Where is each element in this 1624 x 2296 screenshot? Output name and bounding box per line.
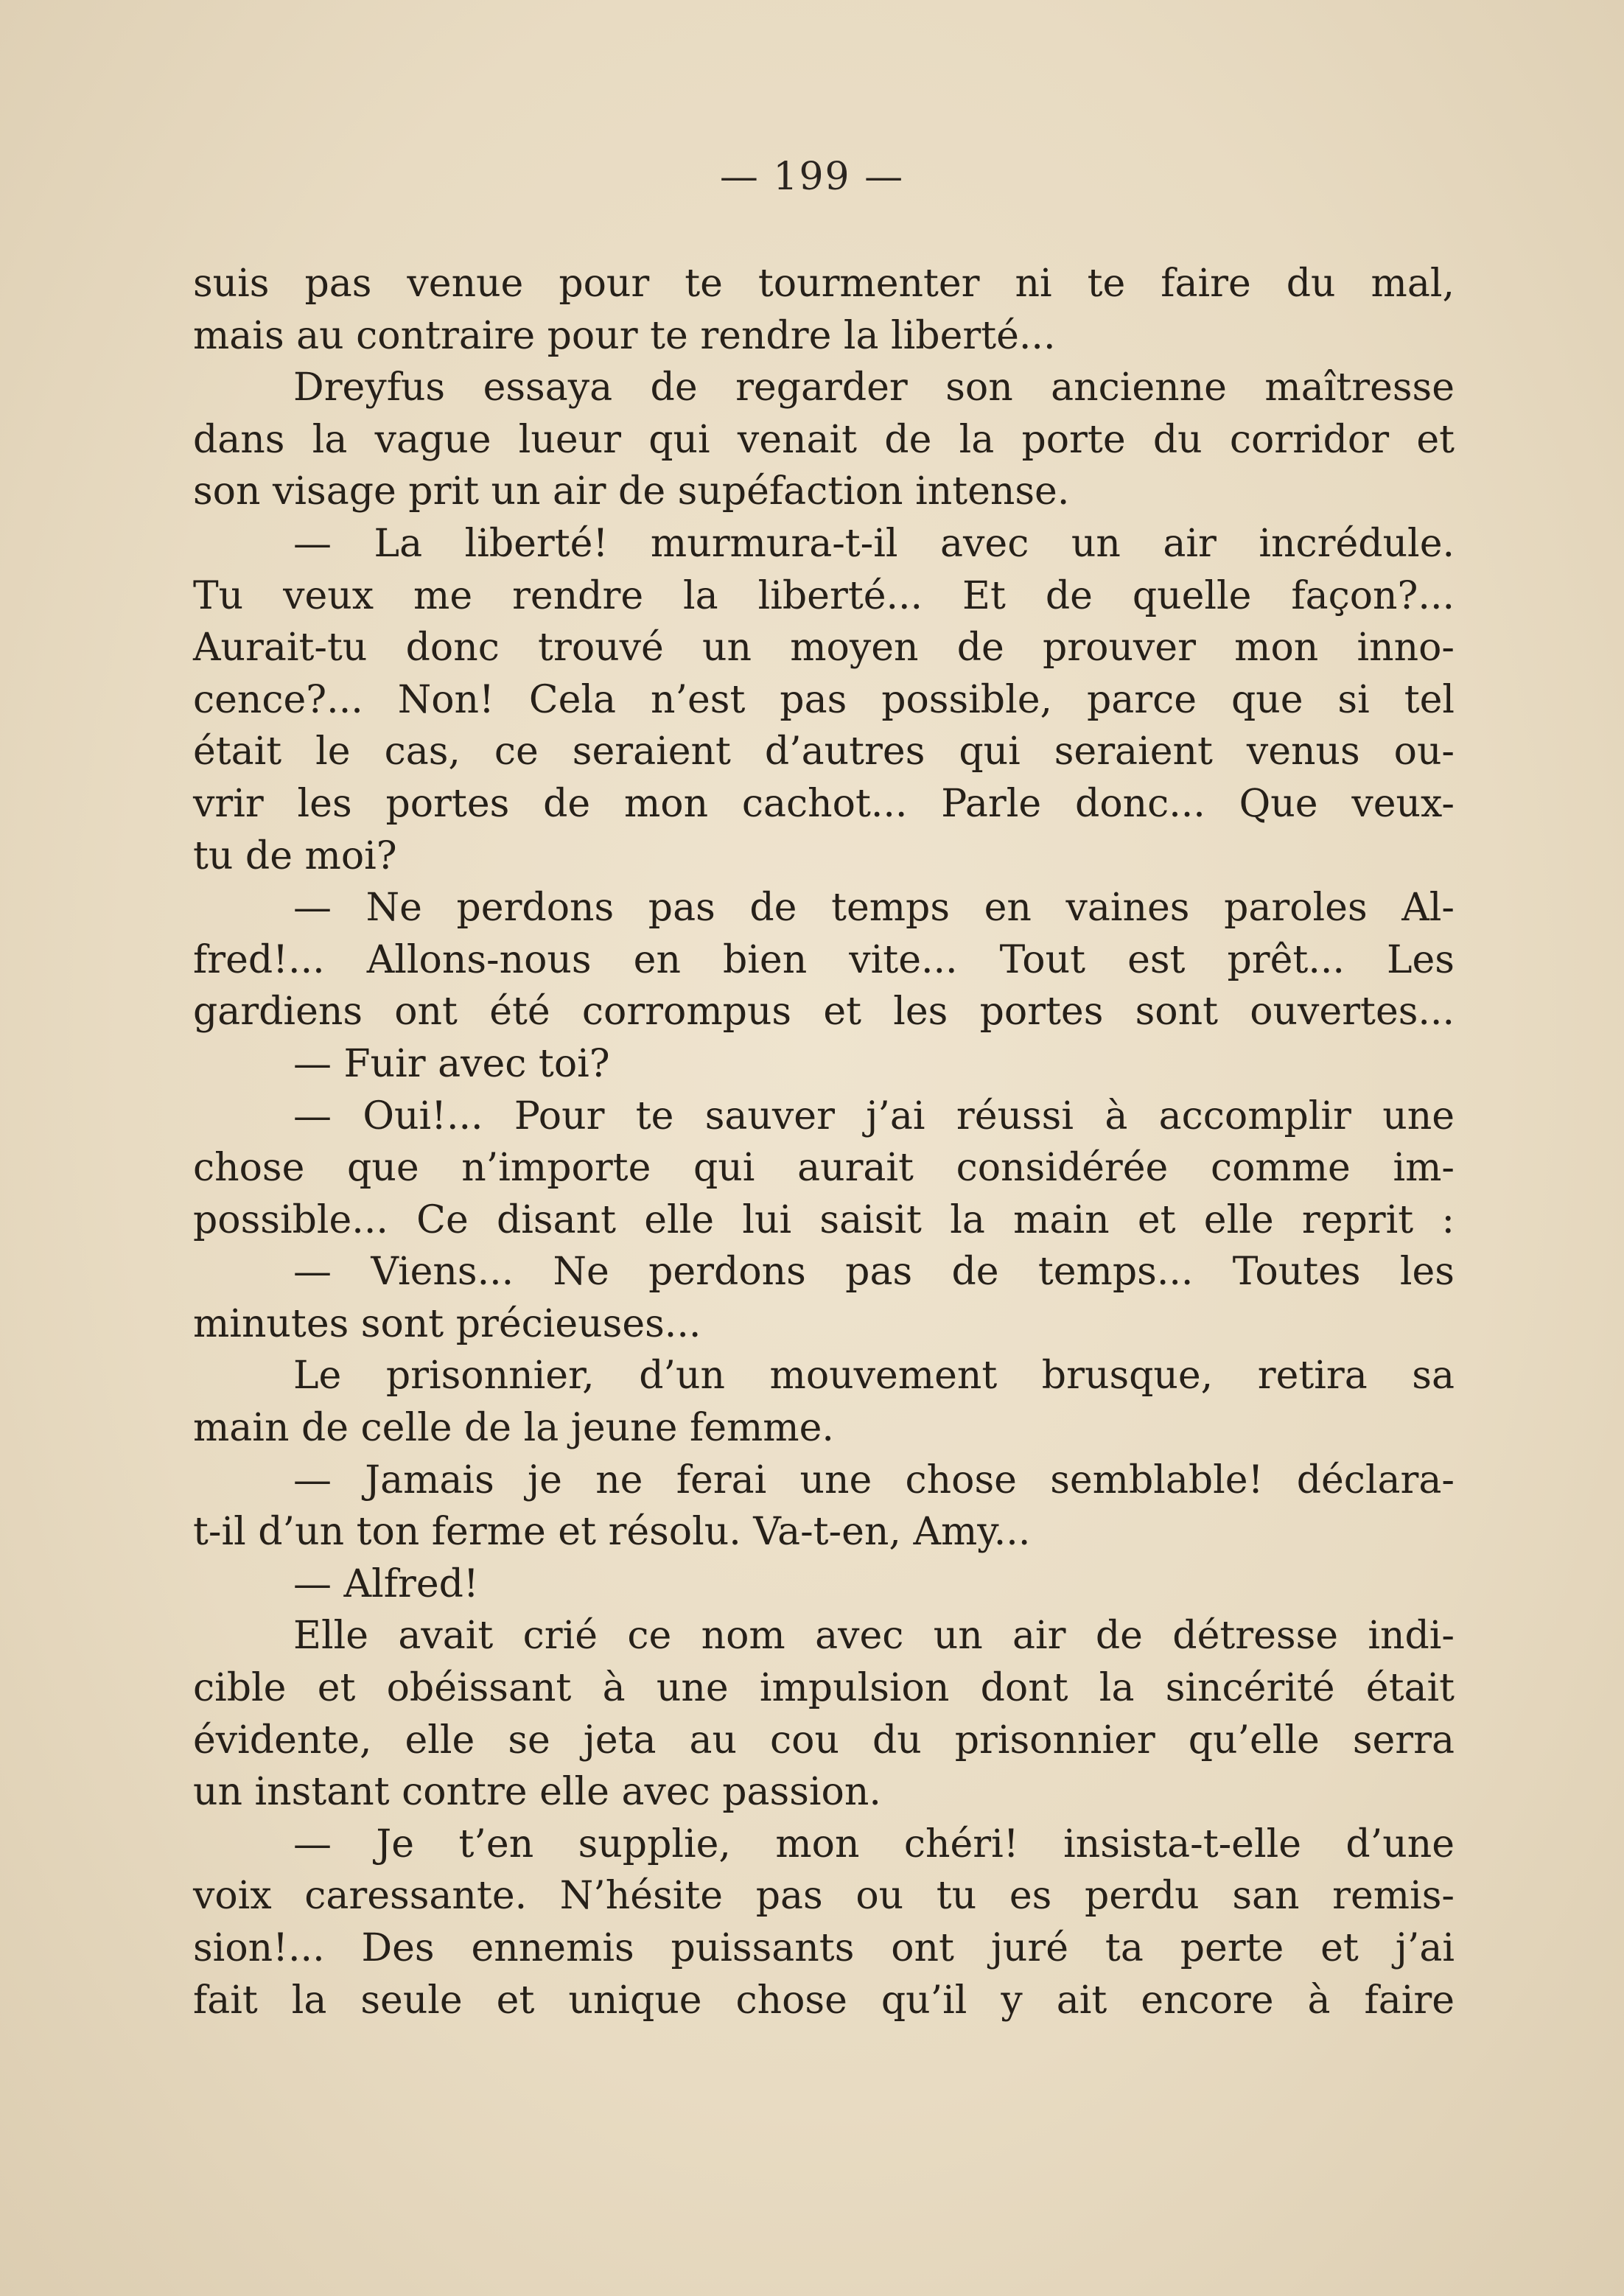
dialogue-line: — Oui!... Pour te sauver j’ai réussi à accomplir une [293, 1093, 1455, 1138]
text-line: cible et obéissant à une impulsion dont la sincérité était [193, 1666, 1455, 1711]
text-line: voix caressante. N’hésite pas ou tu es perdu san remis- [193, 1874, 1455, 1919]
text-line: Tu veux me rendre la liberté... Et de quelle façon?... [193, 573, 1455, 618]
text-line: gardiens ont été corrompus et les portes sont ouvertes... [193, 990, 1455, 1035]
text-line: chose que n’importe qui aurait considérée comme im- [193, 1146, 1455, 1191]
text-line: minutes sont précieuses... [193, 1301, 701, 1346]
paragraph-start: Dreyfus essaya de regarder son ancienne maîtresse [293, 365, 1455, 410]
text-line: fred!... Allons-nous en bien vite... Tout est prêt... Les [193, 937, 1455, 982]
paragraph-start: Elle avait crié ce nom avec un air de détresse indi- [293, 1614, 1455, 1659]
dialogue-line: — Alfred! [293, 1561, 479, 1606]
dialogue-line: — Jamais je ne ferai une chose semblable! déclara- [293, 1457, 1455, 1502]
paragraph-start: Le prisonnier, d’un mouvement brusque, retira sa [293, 1354, 1455, 1399]
text-line: possible... Ce disant elle lui saisit la main et elle reprit : [193, 1197, 1455, 1242]
dialogue-line: — La liberté! murmura-t-il avec un air incrédule. [293, 521, 1455, 566]
dialogue-line: — Viens... Ne perdons pas de temps... Toutes les [293, 1250, 1455, 1295]
text-line: fait la seule et unique chose qu’il y ait encore à faire [193, 1978, 1455, 2023]
text-line: mais au contraire pour te rendre la liberté... [193, 313, 1056, 358]
text-line: vrir les portes de mon cachot... Parle donc... Que veux- [193, 781, 1455, 826]
text-line: était le cas, ce seraient d’autres qui seraient venus ou- [193, 729, 1455, 774]
text-line: dans la vague lueur qui venait de la porte du corridor et [193, 417, 1455, 462]
text-line: t-il d’un ton ferme et résolu. Va-t-en, Amy... [193, 1510, 1031, 1555]
text-line: sion!... Des ennemis puissants ont juré ta perte et j’ai [193, 1926, 1455, 1970]
dialogue-line: — Ne perdons pas de temps en vaines paroles Al- [293, 886, 1455, 931]
text-line: main de celle de la jeune femme. [193, 1406, 834, 1451]
text-line: Aurait-tu donc trouvé un moyen de prouver mon inno- [193, 626, 1455, 671]
dialogue-line: — Je t’en supplie, mon chéri! insista-t-elle d’une [293, 1821, 1455, 1866]
text-line: son visage prit un air de supéfaction intense. [193, 469, 1070, 514]
text-line: un instant contre elle avec passion. [193, 1770, 881, 1815]
page-number: — 199 — [719, 155, 905, 199]
text-line: tu de moi? [193, 833, 397, 878]
dialogue-line: — Fuir avec toi? [293, 1041, 610, 1086]
body-text [193, 258, 1455, 2026]
text-line: suis pas venue pour te tourmenter ni te faire du mal, [193, 262, 1455, 306]
text-line: cence?... Non! Cela n’est pas possible, parce que si tel [193, 677, 1455, 722]
text-line: évidente, elle se jeta au cou du prisonnier qu’elle serra [193, 1718, 1455, 1763]
